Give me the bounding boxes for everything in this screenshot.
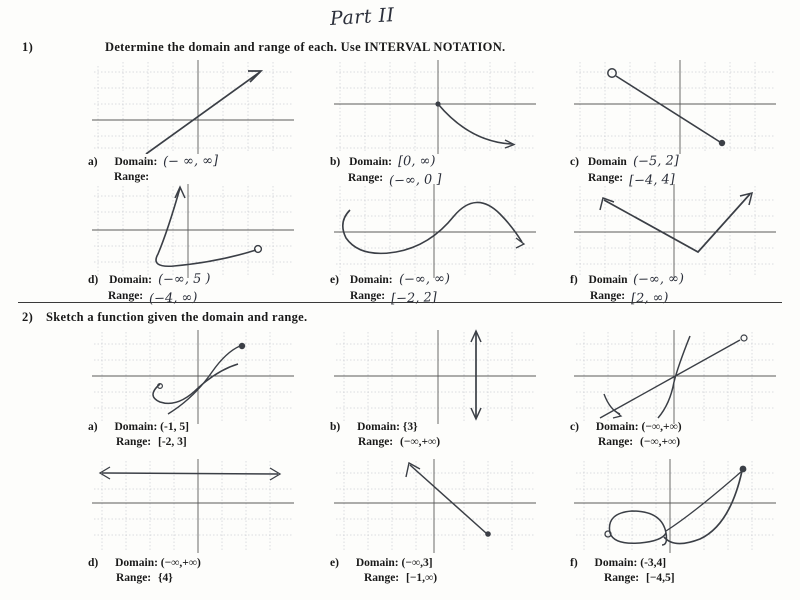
answer-1c-range-key: Range: [588,172,624,184]
answer-2e-range-key: Range: [364,572,400,584]
answer-1d-range-value: (−4, ∞) [148,290,198,307]
answer-1b-domain-value: [0, ∞) [397,153,436,170]
answer-2f-range-key: Range: [604,572,640,584]
answer-1f [570,271,685,307]
graph-1c [570,56,780,154]
answer-2d-range-key: Range: [116,572,152,584]
answer-2a-range-key: Range: [116,436,152,448]
answer-2e-label: e) [330,557,339,569]
answer-2f-label: f) [570,557,578,569]
answer-1b-range-value: (−∞, 0 ] [388,172,442,189]
graph-2e [330,455,540,553]
section-2-number: 2) [22,310,34,324]
graph-2c [570,326,780,424]
answer-1d-label: d) [88,274,99,286]
answer-1d [88,271,211,307]
answer-2a-domain-value: (-1, 5] [160,421,189,433]
answer-2a-domain-key: Domain: [114,421,158,433]
answer-2b-domain-key: Domain: [357,421,400,433]
graph-1b [330,56,540,154]
answer-2a [88,420,189,450]
section-1-instruction: Determine the domain and range of each. Use INTERVAL NOTATION. [105,40,506,54]
answer-1d-domain-value: (−∞, 5 ) [157,271,211,288]
answer-2a-range-value: [-2, 3] [158,436,187,448]
answer-2f-domain-key: Domain: [594,557,638,569]
answer-2e [330,556,437,586]
answer-2b-range-value: (−∞,+∞) [400,436,441,448]
answer-2f-domain-value: (-3,4] [640,557,667,569]
answer-2b-label: b) [330,421,341,433]
answer-1e-label: e) [330,274,339,286]
answer-2d-label: d) [88,557,99,569]
answer-1f-range-key: Range: [590,290,626,302]
answer-2b-domain-value: {3} [402,421,418,433]
graph-2f [570,455,780,553]
answer-2e-domain-key: Domain: [355,557,399,569]
graph-1d [88,180,298,278]
answer-2c [570,420,682,450]
answer-2c-label: c) [570,421,579,433]
answer-1e-range-key: Range: [350,290,386,302]
answer-2e-domain-value: (−∞,3] [401,557,433,569]
answer-1f-domain-key: Domain [588,274,628,286]
answer-1e-range-value: [−2, 2] [390,290,438,307]
answer-1b-label: b) [330,156,341,168]
answer-2b [330,420,440,450]
answer-1d-range-key: Range: [108,290,144,302]
graph-1a [88,56,298,154]
answer-1a-label: a) [88,156,98,168]
answer-1c-range-value: [−4, 4] [628,172,676,189]
part-title-handwritten: Part II [329,4,396,30]
answer-1c-domain-key: Domain [587,156,627,168]
answer-2e-range-value: [−1,∞) [406,572,438,584]
answer-2d-range-value: {4} [158,572,173,584]
answer-1f-range-value: [2, ∞) [630,290,669,307]
answer-2f [570,556,675,586]
answer-2b-range-key: Range: [358,436,394,448]
answer-2f-range-value: [−4,5] [646,572,675,584]
graph-2a [88,326,298,424]
answer-1e-domain-key: Domain: [349,274,393,286]
graph-1f [570,180,780,278]
answer-1a-range-key: Range: [114,171,150,183]
answer-1b-range-key: Range: [348,172,384,184]
section-divider [18,302,782,303]
answer-1b-domain-key: Domain: [349,156,392,168]
answer-1e [330,271,450,307]
answer-2c-range-key: Range: [598,436,634,448]
answer-2c-domain-value: (−∞,+∞) [641,421,682,433]
answer-2d-domain-value: (−∞,+∞) [160,557,201,569]
answer-1f-label: f) [570,274,578,286]
answer-2c-range-value: (−∞,+∞) [640,436,681,448]
answer-1a-domain-value: (− ∞, ∞] [163,153,219,170]
graph-2b [330,326,540,424]
answer-1a-domain-key: Domain: [114,156,158,168]
graph-2d [88,455,298,553]
answer-1d-domain-key: Domain: [109,274,152,286]
answer-1f-domain-value: (−∞, ∞) [633,271,685,288]
answer-1c-domain-value: (−5, 2] [632,153,679,170]
answer-2d-domain-key: Domain: [115,557,158,569]
answer-2c-domain-key: Domain: [595,421,639,433]
graph-1e [330,180,540,278]
section-2-instruction: Sketch a function given the domain and range. [46,310,308,324]
answer-1c-label: c) [570,156,579,168]
section-1-number: 1) [22,40,34,54]
answer-2a-label: a) [88,421,98,433]
answer-1e-domain-value: (−∞, ∞) [398,271,450,288]
answer-2d [88,556,201,586]
